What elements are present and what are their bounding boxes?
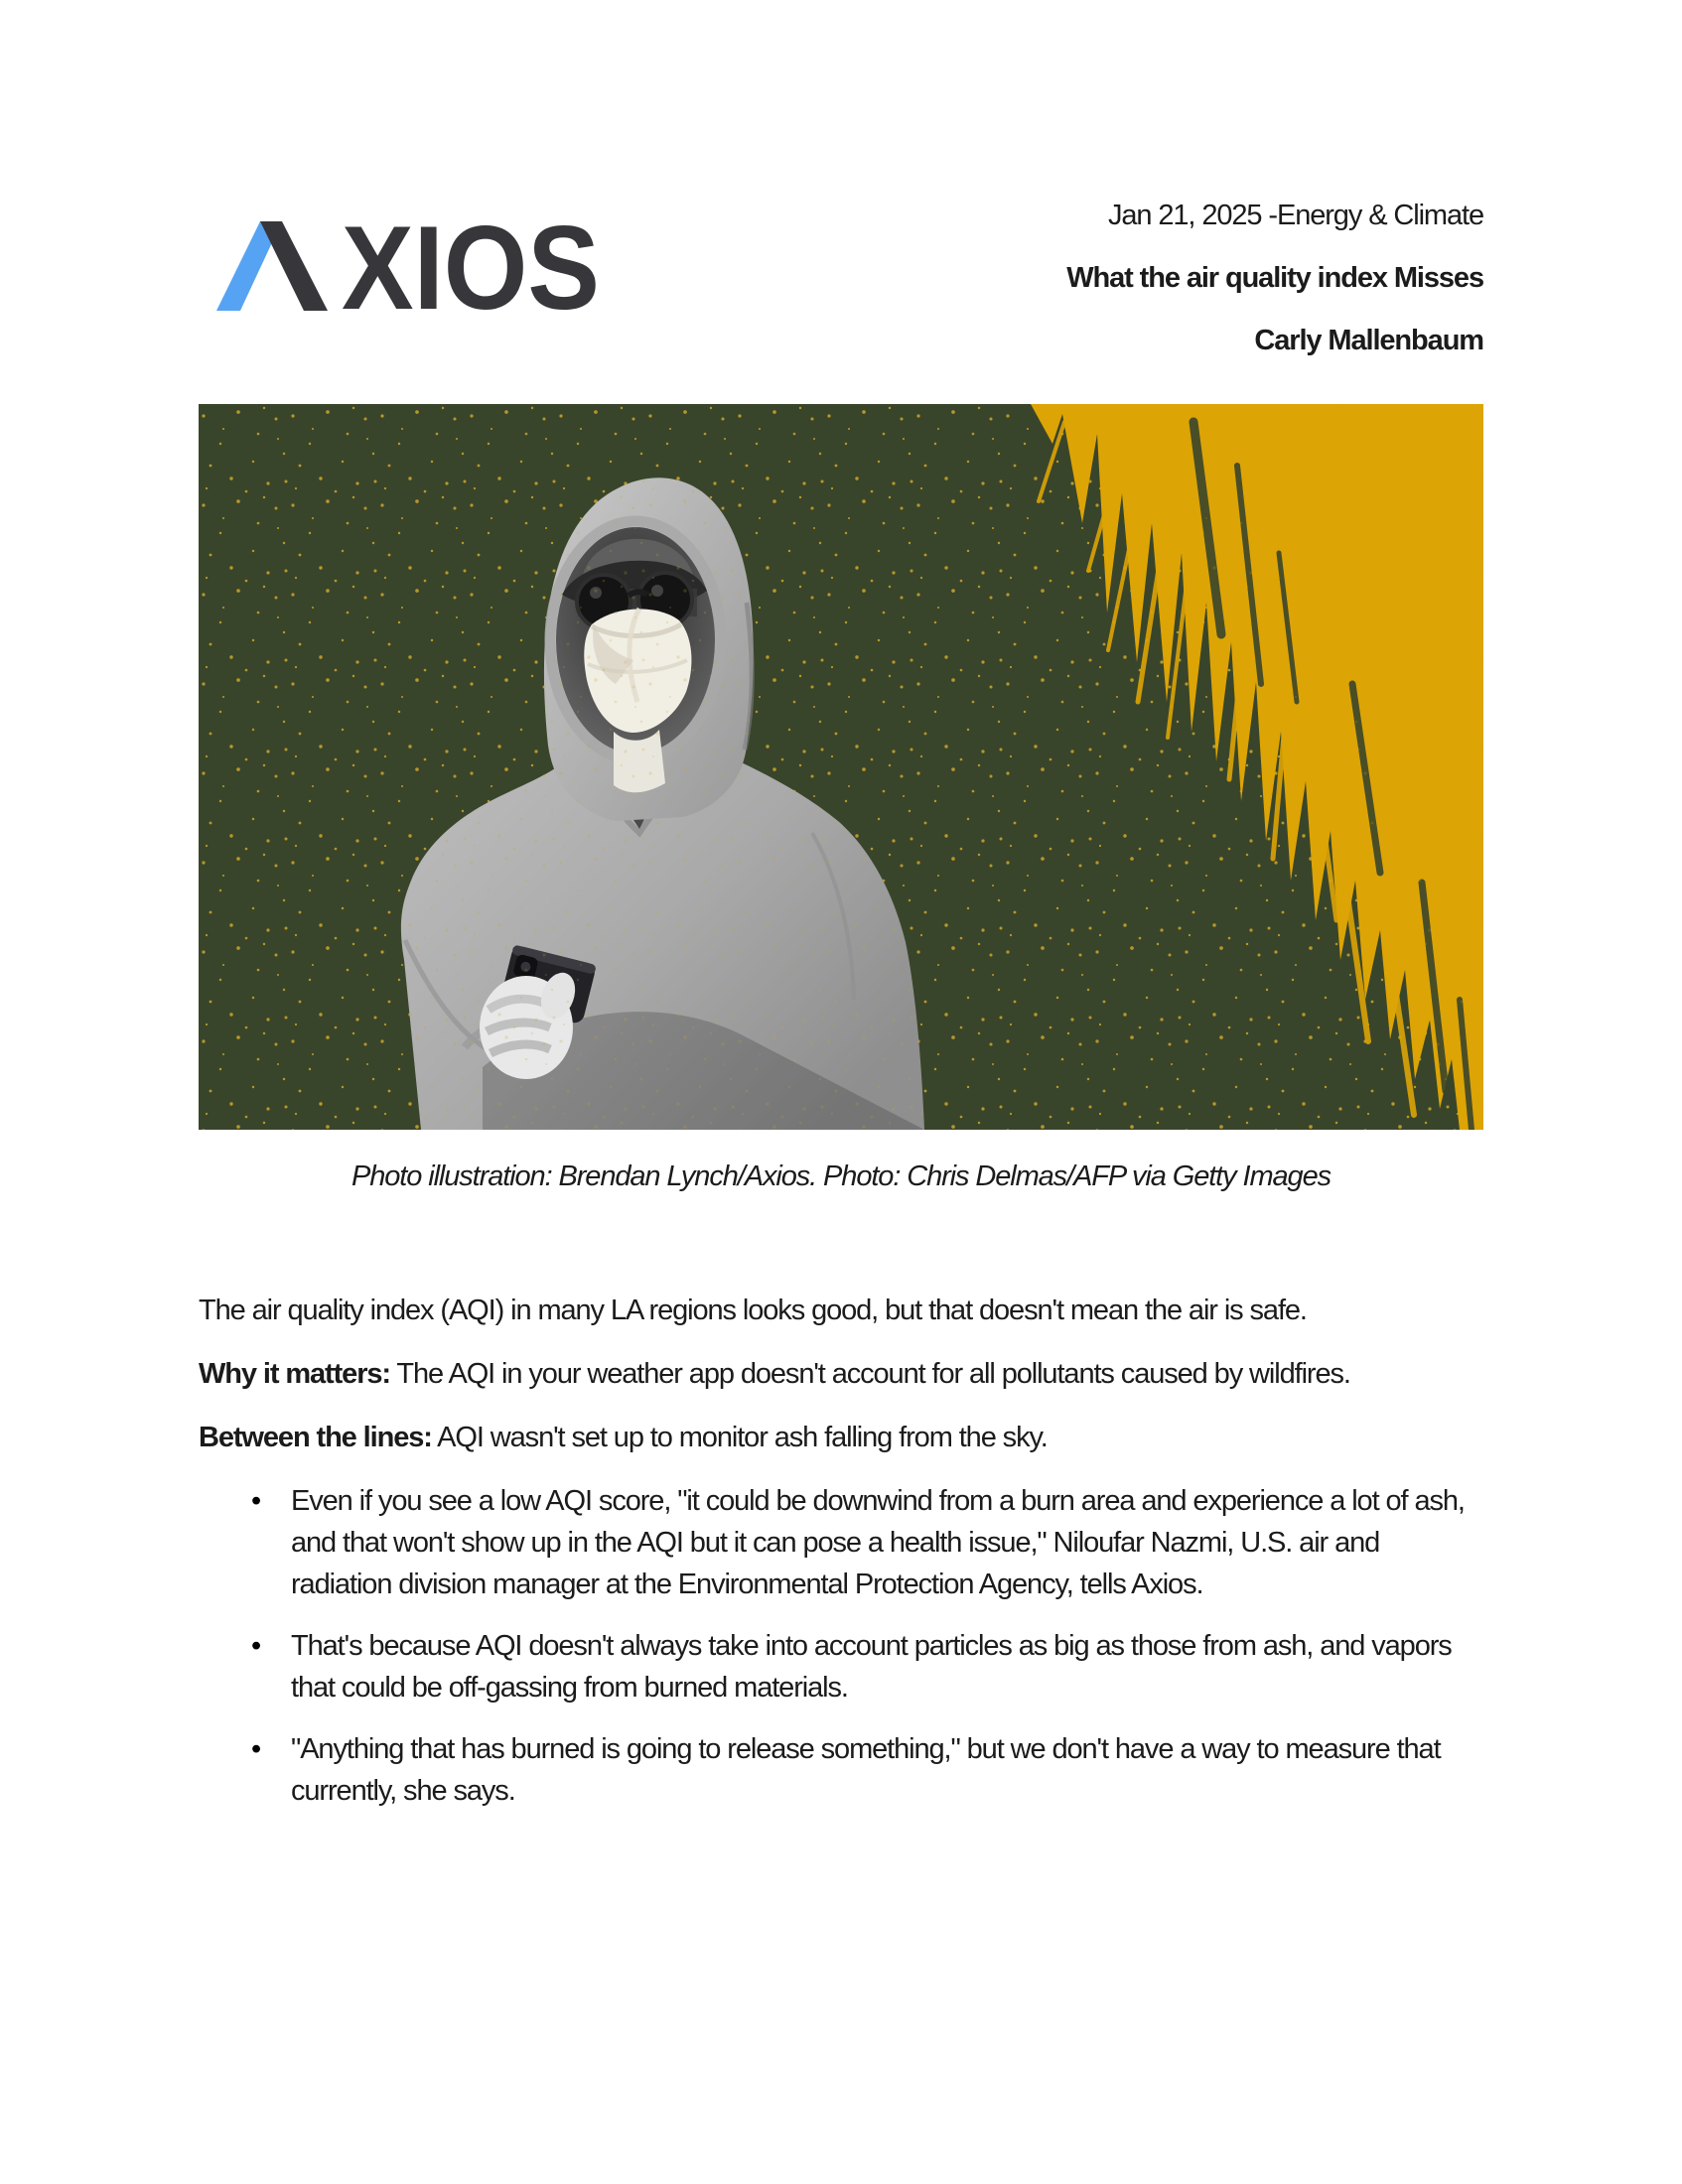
paragraph-text: The air quality index (AQI) in many LA regions looks good, but that doesn't mean the air is safe. [199, 1295, 1307, 1326]
bullet-item: • That's because AQI doesn't always take into account particles as big as those from ash, and vapors that could be off-gassing from burned materials. [291, 1625, 1476, 1708]
paragraph-lead: Between the lines: [199, 1422, 432, 1453]
bullet-list [199, 1480, 1483, 1812]
article-dateline: Jan 21, 2025 -Energy & Climate [1107, 200, 1483, 231]
paragraph-text: AQI wasn't set up to monitor ash falling from the sky. [431, 1422, 1048, 1453]
hero-image [199, 404, 1483, 1130]
body-paragraph [199, 1417, 1483, 1458]
body-paragraph [199, 1353, 1483, 1395]
paragraph-text: The AQI in your weather app doesn't account for all pollutants caused by wildfires. [389, 1358, 1350, 1390]
hero-illustration [199, 404, 1483, 1130]
axios-logo-mark [216, 221, 602, 311]
bullet-item: • "Anything that has burned is going to release something," but we don't have a way to measure that currently, she says. [291, 1728, 1476, 1812]
logo-text: XIOS [342, 221, 600, 311]
masthead [199, 0, 1483, 382]
article-author: Carly Mallenbaum [1254, 325, 1483, 356]
axios-logo [216, 221, 602, 311]
logo-a-right-stroke [260, 221, 328, 311]
paragraph-lead: Why it matters: [199, 1358, 390, 1390]
hero-figure [199, 404, 1483, 1197]
bullet-item: • Even if you see a low AQI score, "it could be downwind from a burn area and experience a lot of ash, and that won't show up in the AQI but it can pose a health issue," Niloufar Nazmi, U.S. air and radiation division manager at the Environmental Protection Agency, tells Axios. [291, 1480, 1476, 1605]
article-title: What the air quality index Misses [1066, 262, 1483, 294]
photo-grain-overlay [199, 404, 1483, 1130]
body-paragraph [199, 1290, 1483, 1331]
article-body [199, 1290, 1483, 1812]
article-meta [1066, 195, 1483, 382]
photo-caption: Photo illustration: Brendan Lynch/Axios. Photo: Chris Delmas/AFP via Getty Images [350, 1160, 1331, 1192]
